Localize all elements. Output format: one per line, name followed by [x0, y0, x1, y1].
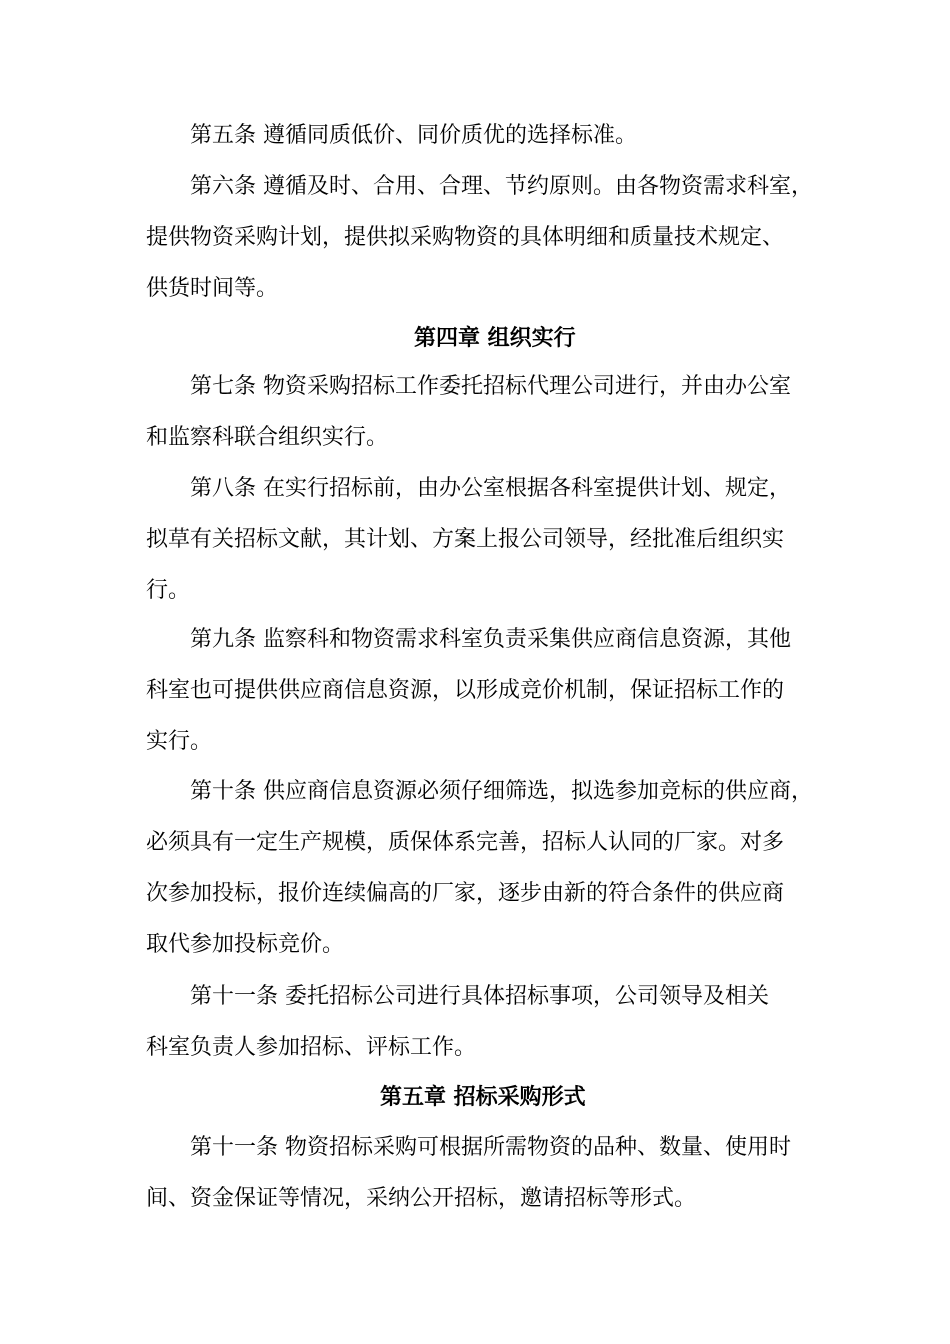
article-5-line-1: 第五条 遵循同质低价、同价质优的选择标准。 — [190, 123, 637, 148]
article-7-line-1: 第七条 物资采购招标工作委托招标代理公司进行，并由办公室 — [190, 374, 791, 399]
article-8-line-1: 第八条 在实行招标前，由办公室根据各科室提供计划、规定， — [190, 476, 791, 501]
article-6-line-1: 第六条 遵循及时、合用、合理、节约原则。由各物资需求科室， — [190, 174, 813, 199]
article-8-line-2: 拟草有关招标文献，其计划、方案上报公司领导，经批准后组织实 — [146, 527, 785, 552]
article-11a-line-1: 第十一条 委托招标公司进行具体招标事项，公司领导及相关 — [190, 984, 769, 1009]
chapter-5-heading: 第五章 招标采购形式 — [380, 1084, 586, 1110]
article-11b-line-1: 第十一条 物资招标采购可根据所需物资的品种、数量、使用时 — [190, 1135, 791, 1160]
article-11b-line-2: 间、资金保证等情况，采纳公开招标，邀请招标等形式。 — [146, 1186, 697, 1211]
article-7-line-2: 和监察科联合组织实行。 — [146, 425, 389, 450]
article-8-line-3: 行。 — [146, 578, 191, 603]
article-9-line-1: 第九条 监察科和物资需求科室负责采集供应商信息资源，其他 — [190, 627, 791, 652]
article-11a-line-2: 科室负责人参加招标、评标工作。 — [146, 1035, 477, 1060]
chapter-4-heading: 第四章 组织实行 — [414, 325, 576, 351]
article-9-line-2: 科室也可提供供应商信息资源，以形成竞价机制，保证招标工作的 — [146, 678, 785, 703]
article-6-line-3: 供货时间等。 — [146, 276, 279, 301]
article-10-line-4: 取代参加投标竞价。 — [146, 932, 345, 957]
article-10-line-3: 次参加投标，报价连续偏高的厂家，逐步由新的符合条件的供应商 — [146, 881, 785, 906]
article-9-line-3: 实行。 — [146, 729, 213, 754]
article-10-line-1: 第十条 供应商信息资源必须仔细筛选，拟选参加竞标的供应商， — [190, 779, 813, 804]
article-6-line-2: 提供物资采购计划，提供拟采购物资的具体明细和质量技术规定、 — [146, 225, 785, 250]
article-10-line-2: 必须具有一定生产规模，质保体系完善，招标人认同的厂家。对多 — [146, 830, 785, 855]
